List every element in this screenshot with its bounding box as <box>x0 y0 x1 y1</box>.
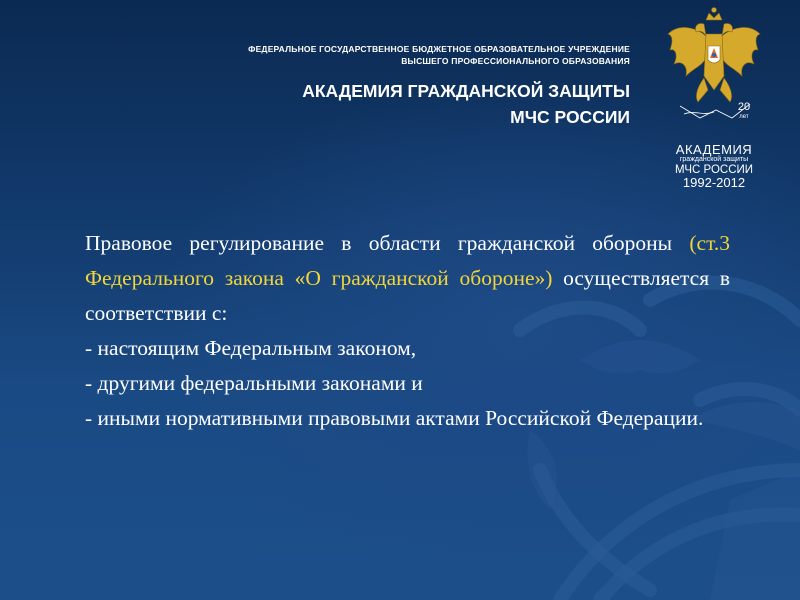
emblem-caption-line2: гражданской защиты <box>679 156 749 163</box>
emblem-caption-line3: МЧС РОССИИ <box>674 164 754 176</box>
organization-type <box>110 43 630 67</box>
intro-end: осуществляется в соответствии с: <box>85 266 730 325</box>
anniversary-number: 20 <box>737 101 751 113</box>
academy-emblem-icon <box>664 6 764 146</box>
intro-start: Правовое регулирование в области гражданской обороны <box>85 231 690 255</box>
law-reference: (ст.3 Федерального закона «О гражданской обороне») <box>85 231 730 290</box>
anniversary-word: лет <box>739 114 749 120</box>
emblem-caption-years: 1992-2012 <box>682 175 746 190</box>
list-item: - настоящим Федеральным законом, <box>85 336 417 360</box>
institution-name-line2: МЧС РОССИИ <box>510 107 630 127</box>
organization-type-line2: ВЫСШЕГО ПРОФЕССИОНАЛЬНОГО ОБРАЗОВАНИЯ <box>401 56 630 66</box>
intro-paragraph <box>85 226 730 331</box>
list-item: - другими федеральными законами и <box>85 371 423 395</box>
emblem-caption-line1: АКАДЕМИЯ <box>675 142 753 157</box>
emblem-caption <box>660 143 768 190</box>
institution-name-line1: АКАДЕМИЯ ГРАЖДАНСКОЙ ЗАЩИТЫ <box>302 81 630 101</box>
organization-type-line1: ФЕДЕРАЛЬНОЕ ГОСУДАРСТВЕННОЕ БЮДЖЕТНОЕ ОБРАЗОВАТЕЛЬНОЕ УЧРЕЖДЕНИЕ <box>248 44 630 54</box>
list-item: - иными нормативными правовыми актами Российской Федерации. <box>85 406 704 430</box>
institution-name <box>110 78 630 130</box>
main-text <box>85 226 730 436</box>
